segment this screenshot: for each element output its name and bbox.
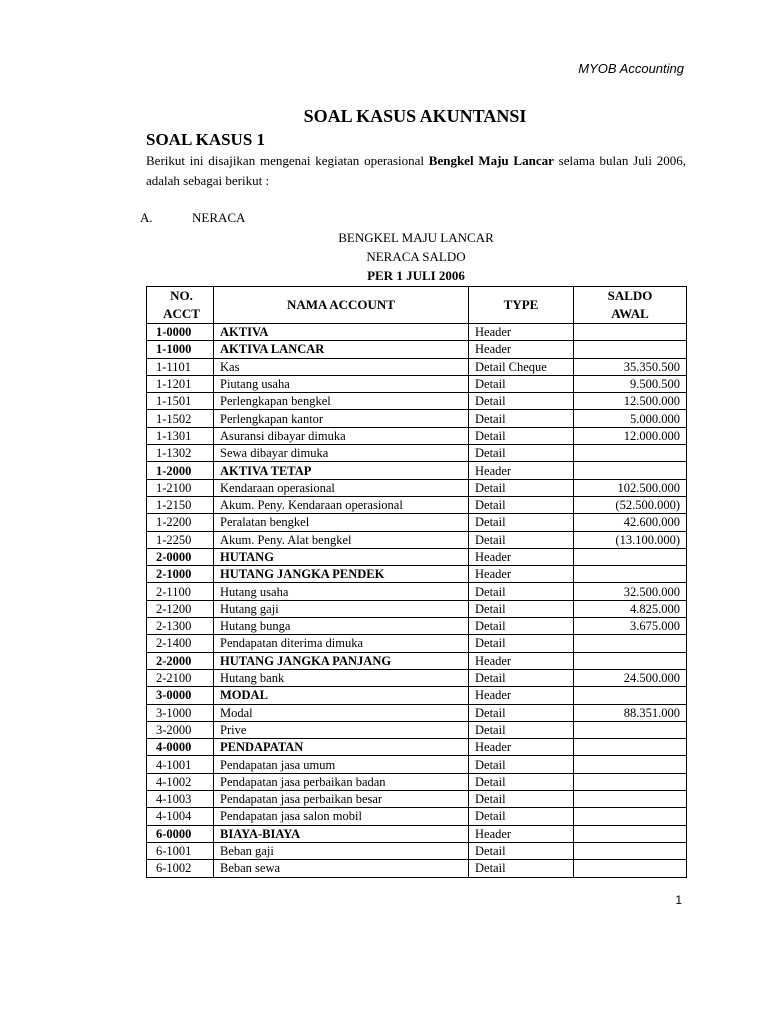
cell-saldo: 42.600.000 bbox=[574, 514, 687, 531]
intro-company-name: Bengkel Maju Lancar bbox=[428, 153, 554, 168]
table-row bbox=[147, 341, 687, 358]
cell-type: Header bbox=[469, 687, 574, 704]
cell-acct-no: 2-1300 bbox=[147, 618, 214, 635]
table-row bbox=[147, 721, 687, 738]
cell-acct-no: 1-2000 bbox=[147, 462, 214, 479]
cell-acct-no: 1-0000 bbox=[147, 324, 214, 341]
cell-acct-no: 4-1004 bbox=[147, 808, 214, 825]
table-row bbox=[147, 600, 687, 617]
cell-saldo bbox=[574, 773, 687, 790]
cell-account-name: Beban gaji bbox=[214, 842, 469, 859]
cell-saldo: 88.351.000 bbox=[574, 704, 687, 721]
cell-saldo: 12.000.000 bbox=[574, 427, 687, 444]
cell-type: Detail bbox=[469, 704, 574, 721]
cell-account-name: Sewa dibayar dimuka bbox=[214, 445, 469, 462]
cell-saldo bbox=[574, 842, 687, 859]
table-row bbox=[147, 860, 687, 877]
cell-type: Header bbox=[469, 462, 574, 479]
table-row bbox=[147, 583, 687, 600]
table-row bbox=[147, 531, 687, 548]
cell-type: Detail bbox=[469, 756, 574, 773]
cell-account-name: Hutang bank bbox=[214, 669, 469, 686]
cell-acct-no: 2-0000 bbox=[147, 548, 214, 565]
table-row bbox=[147, 618, 687, 635]
cell-type: Detail bbox=[469, 410, 574, 427]
table-row bbox=[147, 842, 687, 859]
company-name: BENGKEL MAJU LANCAR bbox=[338, 230, 494, 245]
cell-saldo bbox=[574, 687, 687, 704]
cell-account-name: PENDAPATAN bbox=[214, 739, 469, 756]
table-row bbox=[147, 410, 687, 427]
header-nama-account: NAMA ACCOUNT bbox=[214, 287, 469, 324]
cell-account-name: HUTANG JANGKA PENDEK bbox=[214, 566, 469, 583]
cell-acct-no: 6-0000 bbox=[147, 825, 214, 842]
cell-type: Header bbox=[469, 825, 574, 842]
running-header: MYOB Accounting bbox=[578, 61, 684, 76]
cell-account-name: Hutang gaji bbox=[214, 600, 469, 617]
trial-balance-table bbox=[146, 286, 687, 878]
cell-saldo bbox=[574, 341, 687, 358]
cell-acct-no: 1-1301 bbox=[147, 427, 214, 444]
cell-account-name: Akum. Peny. Alat bengkel bbox=[214, 531, 469, 548]
cell-type: Detail bbox=[469, 583, 574, 600]
cell-account-name: Peralatan bengkel bbox=[214, 514, 469, 531]
table-row bbox=[147, 791, 687, 808]
cell-saldo bbox=[574, 445, 687, 462]
cell-acct-no: 1-1101 bbox=[147, 358, 214, 375]
cell-account-name: Modal bbox=[214, 704, 469, 721]
cell-type: Header bbox=[469, 566, 574, 583]
header-saldo-line1: SALDO bbox=[607, 288, 653, 303]
cell-account-name: Hutang usaha bbox=[214, 583, 469, 600]
cell-account-name: AKTIVA bbox=[214, 324, 469, 341]
cell-account-name: AKTIVA TETAP bbox=[214, 462, 469, 479]
cell-type: Detail bbox=[469, 393, 574, 410]
cell-account-name: Pendapatan jasa umum bbox=[214, 756, 469, 773]
table-row bbox=[147, 514, 687, 531]
cell-acct-no: 1-1502 bbox=[147, 410, 214, 427]
header-saldo-awal bbox=[574, 287, 687, 324]
cell-account-name: Akum. Peny. Kendaraan operasional bbox=[214, 496, 469, 513]
table-row bbox=[147, 635, 687, 652]
cell-type: Detail bbox=[469, 445, 574, 462]
cell-type: Detail bbox=[469, 600, 574, 617]
cell-acct-no: 2-1000 bbox=[147, 566, 214, 583]
cell-saldo bbox=[574, 860, 687, 877]
table-row bbox=[147, 324, 687, 341]
cell-account-name: Kendaraan operasional bbox=[214, 479, 469, 496]
cell-saldo bbox=[574, 808, 687, 825]
cell-acct-no: 4-1003 bbox=[147, 791, 214, 808]
cell-account-name: BIAYA-BIAYA bbox=[214, 825, 469, 842]
intro-text-after: selama bulan Juli 2006, adalah sebagai berikut : bbox=[146, 153, 686, 188]
cell-acct-no: 4-1001 bbox=[147, 756, 214, 773]
table-row bbox=[147, 739, 687, 756]
cell-acct-no: 4-0000 bbox=[147, 739, 214, 756]
cell-account-name: MODAL bbox=[214, 687, 469, 704]
cell-account-name: Perlengkapan kantor bbox=[214, 410, 469, 427]
cell-type: Detail bbox=[469, 479, 574, 496]
cell-type: Detail bbox=[469, 669, 574, 686]
cell-account-name: HUTANG JANGKA PANJANG bbox=[214, 652, 469, 669]
cell-type: Detail bbox=[469, 375, 574, 392]
cell-account-name: AKTIVA LANCAR bbox=[214, 341, 469, 358]
cell-acct-no: 2-2100 bbox=[147, 669, 214, 686]
cell-acct-no: 1-2250 bbox=[147, 531, 214, 548]
cell-saldo bbox=[574, 756, 687, 773]
cell-account-name: Prive bbox=[214, 721, 469, 738]
cell-acct-no: 1-1501 bbox=[147, 393, 214, 410]
header-saldo-line2: AWAL bbox=[611, 306, 649, 321]
section-heading bbox=[140, 210, 245, 226]
cell-acct-no: 2-1100 bbox=[147, 583, 214, 600]
cell-acct-no: 6-1002 bbox=[147, 860, 214, 877]
cell-acct-no: 1-1201 bbox=[147, 375, 214, 392]
table-row bbox=[147, 687, 687, 704]
header-no-acct bbox=[147, 287, 214, 324]
cell-type: Detail bbox=[469, 531, 574, 548]
cell-acct-no: 2-2000 bbox=[147, 652, 214, 669]
cell-saldo: 9.500.500 bbox=[574, 375, 687, 392]
table-row bbox=[147, 358, 687, 375]
cell-saldo bbox=[574, 566, 687, 583]
cell-saldo bbox=[574, 652, 687, 669]
cell-account-name: Pendapatan jasa perbaikan besar bbox=[214, 791, 469, 808]
cell-acct-no: 6-1001 bbox=[147, 842, 214, 859]
report-date: PER 1 JULI 2006 bbox=[367, 268, 465, 283]
cell-account-name: Perlengkapan bengkel bbox=[214, 393, 469, 410]
cell-account-name: Beban sewa bbox=[214, 860, 469, 877]
cell-saldo: 102.500.000 bbox=[574, 479, 687, 496]
table-row bbox=[147, 548, 687, 565]
cell-account-name: Pendapatan jasa perbaikan badan bbox=[214, 773, 469, 790]
table-row bbox=[147, 669, 687, 686]
table-row bbox=[147, 825, 687, 842]
cell-type: Header bbox=[469, 341, 574, 358]
cell-acct-no: 2-1400 bbox=[147, 635, 214, 652]
cell-acct-no: 3-0000 bbox=[147, 687, 214, 704]
table-row bbox=[147, 375, 687, 392]
cell-type: Detail bbox=[469, 791, 574, 808]
cell-saldo bbox=[574, 324, 687, 341]
cell-type: Header bbox=[469, 739, 574, 756]
table-row bbox=[147, 393, 687, 410]
cell-account-name: Hutang bunga bbox=[214, 618, 469, 635]
cell-saldo bbox=[574, 825, 687, 842]
cell-saldo: 5.000.000 bbox=[574, 410, 687, 427]
cell-account-name: Pendapatan jasa salon mobil bbox=[214, 808, 469, 825]
cell-acct-no: 1-2150 bbox=[147, 496, 214, 513]
cell-type: Detail bbox=[469, 860, 574, 877]
cell-type: Detail bbox=[469, 618, 574, 635]
cell-acct-no: 3-2000 bbox=[147, 721, 214, 738]
cell-type: Detail bbox=[469, 496, 574, 513]
cell-type: Detail bbox=[469, 635, 574, 652]
header-no-line1: NO. bbox=[170, 288, 193, 303]
cell-saldo bbox=[574, 548, 687, 565]
intro-paragraph bbox=[146, 151, 686, 191]
table-row bbox=[147, 496, 687, 513]
cell-account-name: Piutang usaha bbox=[214, 375, 469, 392]
cell-saldo: (52.500.000) bbox=[574, 496, 687, 513]
intro-text-before: Berikut ini disajikan mengenai kegiatan operasional bbox=[146, 153, 429, 168]
cell-saldo: 4.825.000 bbox=[574, 600, 687, 617]
cell-saldo: 32.500.000 bbox=[574, 583, 687, 600]
cell-type: Detail Cheque bbox=[469, 358, 574, 375]
cell-account-name: HUTANG bbox=[214, 548, 469, 565]
cell-acct-no: 1-2200 bbox=[147, 514, 214, 531]
cell-saldo bbox=[574, 739, 687, 756]
table-body bbox=[147, 324, 687, 878]
table-row bbox=[147, 756, 687, 773]
cell-saldo: 24.500.000 bbox=[574, 669, 687, 686]
page-number: 1 bbox=[675, 893, 682, 907]
cell-type: Header bbox=[469, 652, 574, 669]
cell-type: Detail bbox=[469, 808, 574, 825]
cell-type: Detail bbox=[469, 842, 574, 859]
table-row bbox=[147, 808, 687, 825]
cell-account-name: Asuransi dibayar dimuka bbox=[214, 427, 469, 444]
cell-acct-no: 1-1302 bbox=[147, 445, 214, 462]
cell-saldo bbox=[574, 635, 687, 652]
cell-saldo bbox=[574, 791, 687, 808]
cell-acct-no: 1-1000 bbox=[147, 341, 214, 358]
cell-acct-no: 4-1002 bbox=[147, 773, 214, 790]
cell-type: Header bbox=[469, 324, 574, 341]
table-row bbox=[147, 462, 687, 479]
table-row bbox=[147, 704, 687, 721]
cell-acct-no: 3-1000 bbox=[147, 704, 214, 721]
company-block bbox=[146, 228, 686, 285]
cell-type: Detail bbox=[469, 427, 574, 444]
cell-acct-no: 2-1200 bbox=[147, 600, 214, 617]
cell-type: Header bbox=[469, 548, 574, 565]
table-row bbox=[147, 427, 687, 444]
table-row bbox=[147, 566, 687, 583]
table-header-row bbox=[147, 287, 687, 324]
table-row bbox=[147, 479, 687, 496]
cell-saldo: 3.675.000 bbox=[574, 618, 687, 635]
cell-saldo: 35.350.500 bbox=[574, 358, 687, 375]
table-row bbox=[147, 773, 687, 790]
table-row bbox=[147, 445, 687, 462]
cell-account-name: Kas bbox=[214, 358, 469, 375]
report-name: NERACA SALDO bbox=[366, 249, 466, 264]
cell-saldo bbox=[574, 721, 687, 738]
cell-saldo: 12.500.000 bbox=[574, 393, 687, 410]
cell-saldo: (13.100.000) bbox=[574, 531, 687, 548]
case-title: SOAL KASUS 1 bbox=[146, 130, 266, 149]
table-row bbox=[147, 652, 687, 669]
cell-saldo bbox=[574, 462, 687, 479]
cell-type: Detail bbox=[469, 773, 574, 790]
section-letter: A. bbox=[140, 210, 153, 225]
header-no-line2: ACCT bbox=[163, 306, 200, 321]
header-type: TYPE bbox=[469, 287, 574, 324]
document-title: SOAL KASUS AKUNTANSI bbox=[303, 106, 527, 126]
section-label: NERACA bbox=[192, 210, 246, 225]
cell-type: Detail bbox=[469, 514, 574, 531]
cell-type: Detail bbox=[469, 721, 574, 738]
cell-acct-no: 1-2100 bbox=[147, 479, 214, 496]
cell-account-name: Pendapatan diterima dimuka bbox=[214, 635, 469, 652]
